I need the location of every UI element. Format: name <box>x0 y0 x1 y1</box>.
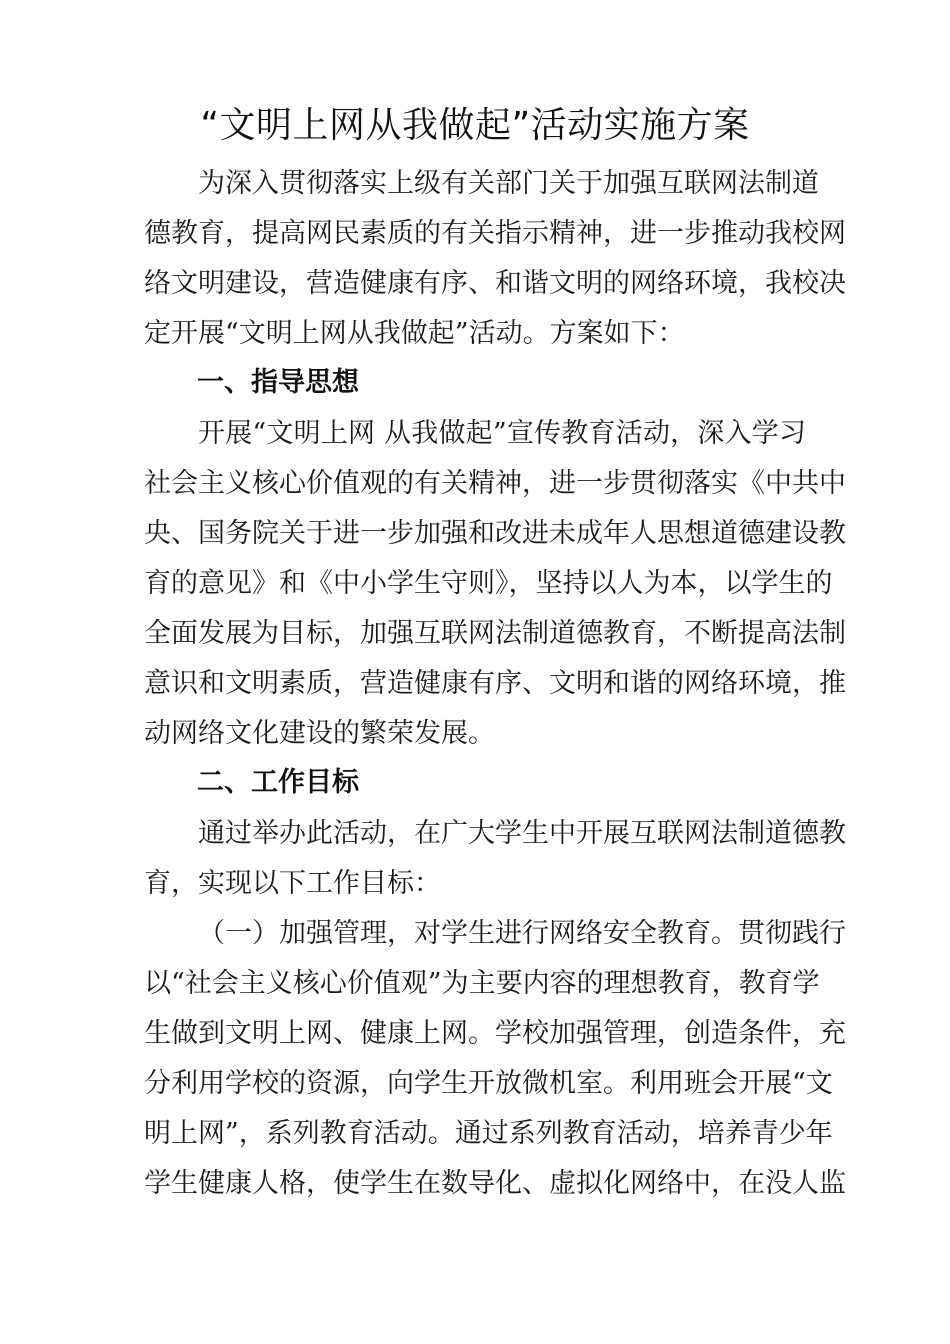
section1-line-6: 意识和文明素质，营造健康有序、文明和谐的网络环境，推 <box>144 668 846 699</box>
item1-line-1: （一）加强管理，对学生进行网络安全教育。贯彻践行 <box>198 918 846 949</box>
section2-line-2: 育，实现以下工作目标： <box>144 868 441 899</box>
section1-line-5: 全面发展为目标，加强互联网法制道德教育，不断提高法制 <box>144 618 846 649</box>
item1-line-4: 分利用学校的资源，向学生开放微机室。利用班会开展“文 <box>144 1068 833 1099</box>
section1-line-4: 育的意见》和《中小学生守则》，坚持以人为本，以学生的 <box>144 568 833 599</box>
intro-line-4: 定开展“文明上网从我做起”活动。方案如下： <box>144 318 685 349</box>
intro-line-2: 德教育，提高网民素质的有关指示精神，进一步推动我校网 <box>144 218 846 249</box>
intro-line-3: 络文明建设，营造健康有序、和谐文明的网络环境，我校决 <box>144 268 846 299</box>
item1-line-5: 明上网”，系列教育活动。通过系列教育活动，培养青少年 <box>144 1118 833 1149</box>
section2-line-1: 通过举办此活动，在广大学生中开展互联网法制道德教 <box>198 818 846 849</box>
item1-line-3: 生做到文明上网、健康上网。学校加强管理，创造条件，充 <box>144 1018 846 1049</box>
item1-line-6: 学生健康人格，使学生在数导化、虚拟化网络中，在没人监 <box>144 1168 846 1199</box>
document-title: “文明上网从我做起”活动实施方案 <box>200 105 750 146</box>
intro-line-1: 为深入贯彻落实上级有关部门关于加强互联网法制道 <box>198 168 819 199</box>
section1-line-3: 央、国务院关于进一步加强和改进未成年人思想道德建设教 <box>144 518 846 549</box>
section1-line-7: 动网络文化建设的繁荣发展。 <box>144 718 495 749</box>
section1-line-2: 社会主义核心价值观的有关精神，进一步贯彻落实《中共中 <box>144 468 846 499</box>
section-heading-guiding-ideology: 一、指导思想 <box>197 367 359 398</box>
item1-line-2: 以“社会主义核心价值观”为主要内容的理想教育，教育学 <box>144 968 820 999</box>
section-heading-work-goals: 二、工作目标 <box>197 767 359 798</box>
section1-line-1: 开展“文明上网 从我做起”宣传教育活动，深入学习 <box>198 418 806 449</box>
